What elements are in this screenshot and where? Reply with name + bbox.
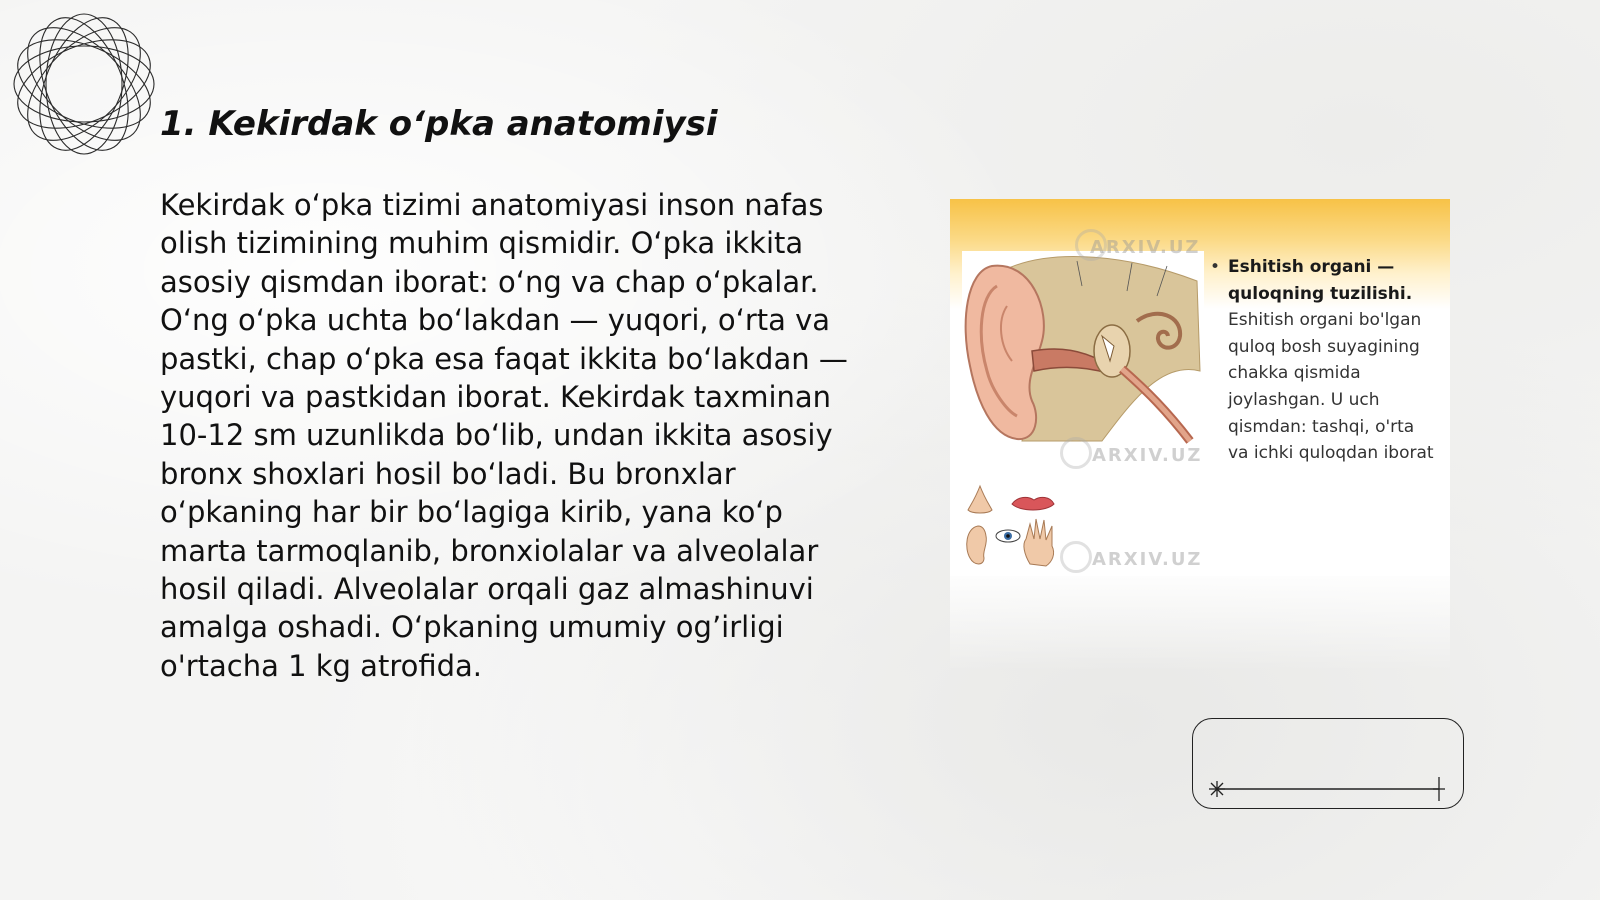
lips-icon bbox=[1012, 497, 1054, 510]
rosette-ornament-icon bbox=[10, 10, 158, 158]
ear-icon bbox=[967, 526, 987, 564]
timeline-line-icon bbox=[1193, 719, 1465, 810]
image-fade-overlay bbox=[950, 576, 1450, 671]
bullet-heading: Eshitish organi — quloqning tuzilishi. bbox=[1228, 257, 1413, 304]
bullet-description: Eshitish organi bo'lgan quloq bosh suyagining chakka qismida joylashgan. U uch qismdan: tashqi, o'rta va ichki quloqdan iborat bbox=[1228, 310, 1434, 464]
nose-icon bbox=[968, 486, 992, 513]
slide-body-text: Kekirdak o‘pka tizimi anatomiyasi inson nafas olish tizimining muhim qismidir. O‘pka ikkita asosiy qismdan iborat: o‘ng va chap o‘pkalar. O‘ng o‘pka uchta bo‘lakdan — yuqori, o‘rta va pastki, chap o‘pka esa faqat ikkita bo‘lakdan — yuqori va pastkidan iborat. Kekirdak taxminan 10-12 sm uzunlikda bo‘lib, undan ikkita asosiy bronx shoxlari hosil bo‘ladi. Bu bronxlar o‘pkaning har bir bo‘lagiga kirib, yana ko‘p marta tarmoqlanib, bronxiolalar va alveolalar hosil qiladi. Alveolalar orqali gaz almashinuvi amalga oshadi. O‘pkaning umumiy og’irligi o'rtacha 1 kg atrofida. bbox=[160, 188, 848, 683]
hand-icon bbox=[1024, 519, 1054, 566]
embedded-slide-image bbox=[950, 199, 1450, 576]
image-bullet-text bbox=[1210, 254, 1438, 467]
bullet-icon: • bbox=[1210, 257, 1221, 277]
ear-anatomy-illustration bbox=[962, 251, 1204, 447]
watermark-text: ARXIV.UZ bbox=[1092, 445, 1203, 466]
slide-title: 1. Kekirdak o‘pka anatomiysi bbox=[160, 104, 718, 144]
senses-icons bbox=[960, 484, 1070, 569]
watermark-text: ARXIV.UZ bbox=[1090, 237, 1201, 258]
timeline-box bbox=[1192, 718, 1464, 809]
watermark-text: ARXIV.UZ bbox=[1092, 549, 1203, 570]
